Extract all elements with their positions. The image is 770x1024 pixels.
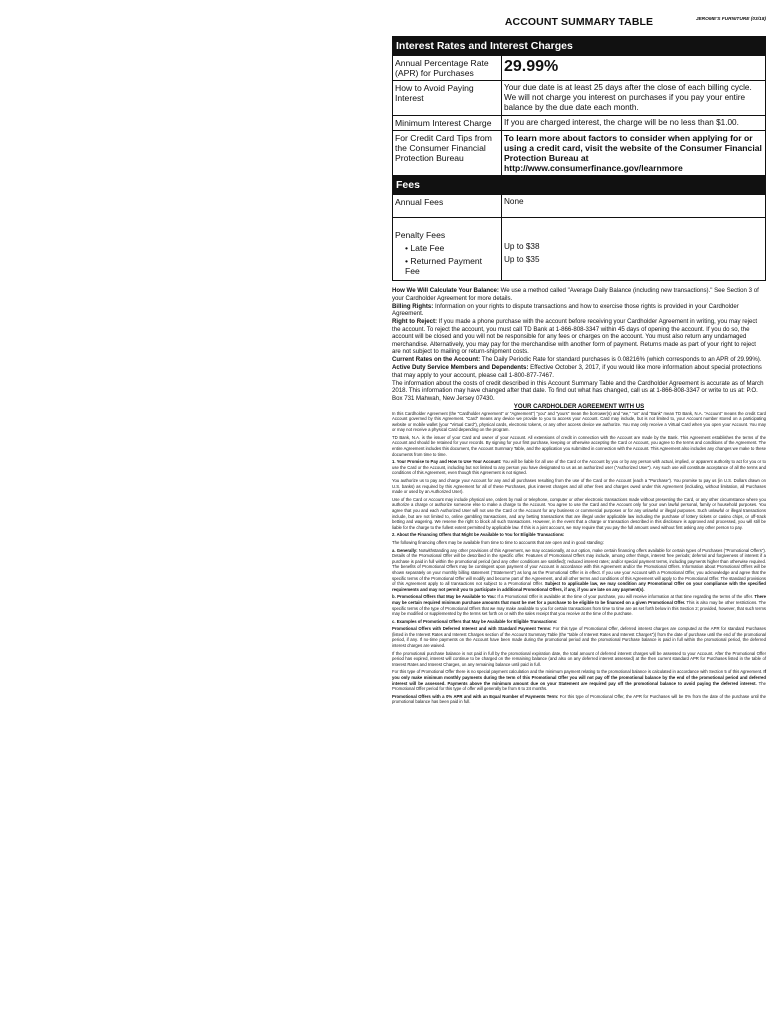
page-title: ACCOUNT SUMMARY TABLE — [504, 16, 654, 28]
late-fee-value: Up to $38 — [504, 242, 540, 251]
agreement-p4: Use of the Card or Account may include physical use, orders by mail or telephone, computer or other electronic transactions made without presenting the Card, or any other circumstance where you authorize a charge or authorize someone else to make a charge to the Account. You agree to use the Card and the Account only for your own lawful personal, family or household purposes. You agree that you and each Authorized User will not use the Card or the Account for any business or commercial purposes or for any unlawful or illegal purposes. Such unlawful or illegal transactions include, but are not limited to, online gambling transactions, and any betting transactions that are illegal under applicable law including the purchase of lottery tickets or casino chips, or off-track betting and wagering. We reserve the right to block all such transactions. However, in the event that a charge or transaction described in this disclosure is approved and processed, you will still be liable for the charge to the fullest extent permitted by applicable law. If this is a joint account, we may require that you pay the full amount owed without first asking any other person to pay. — [392, 496, 766, 530]
section-2-head: 2. About the Financing Offers that Might be Available to You for Eligible Transactions: — [392, 532, 565, 538]
cfpb-tips-value: To learn more about factors to consider when applying for or using a credit card, visit the website of the Consumer Financial Protection Bureau at http://www.consumerfinance.gov/learnmore — [502, 131, 766, 176]
annual-fees-value: None — [502, 195, 766, 218]
penalty-fees-values — [502, 218, 766, 281]
zero-apr-paragraph: Promotional Offers with a 0% APR and with an Equal Number of Payments Term: For this type of Promotional Offer, the APR for Purchases will be 0% from the date of the purchase until the promotional balance has been paid in full. — [392, 693, 766, 705]
agreement-p7: For this type of Promotional Offer there is no special payment calculation and the minimum payment relating to the promotional balance is calculated in accordance with Section 5 of this Agreement. If you only make minimum monthly payments during the term of this Promotional Offer you will not pay off the promotional balance by the end of the promotional period and deferred interest will be assessed. Payments above the minimum amount due on your Statement are required pay off the promotional balance to avoid paying the deferred interest. The Promotional Offer period for this type of offer will generally be from 6 to 24 months. — [392, 669, 766, 692]
agreement-p5: The following financing offers may be available from time to time to accounts that are open and in good standing: — [392, 539, 604, 545]
header — [392, 14, 766, 30]
military-paragraph: Active Duty Service Members and Dependents: Effective October 3, 2017, if you would like more information about special protections that may apply to your account, please call 1-800-877-7467. — [392, 364, 762, 379]
cfpb-tips-label: For Credit Card Tips from the Consumer Financial Protection Bureau — [393, 131, 502, 176]
avoid-interest-label: How to Avoid Paying Interest — [393, 81, 502, 116]
rates-paragraph: Current Rates on the Account: The Daily Periodic Rate for standard purchases is 0.08216% (which corresponds to an APR of 29.99%). — [392, 356, 762, 363]
penalty-fees-cell — [393, 218, 502, 281]
agreement-p1: In this Cardholder Agreement (the "Cardholder Agreement" or "Agreement") "you" and "yours" mean the borrower(s) and "we," "us" and "Bank" mean TD Bank, N.A. "Account" means the credit Card Account governed by this Agreement. "Card" means any device we provide to you to access your Account. Card may include, but is not limited to, your Account number stored on a participating website or mobile wallet (your "Virtual Card"), physical cards, electronic tokens, or any other access device we authorize. You may only receive a Virtual Card when you open your Account. You may or may not receive a physical Card depending on the program. — [392, 410, 766, 433]
section-1: 1. Your Promise to Pay and How to Use Your Account: You will be liable for all use of the Card or the Account by you or by any person with actual, implied, or apparent authority to act for you or to use the Card or the Account, including but not limited to any person you have designated to us as an authorized user ("Authorized User"). Any such use will constitute acceptance of all the terms and conditions of this Agreement, even though this Agreement is not signed. — [392, 459, 766, 476]
apr-value: 29.99% — [502, 56, 766, 81]
header-corner-label: JEROME'S FURNITURE (03/18) — [695, 17, 766, 22]
document-page — [392, 14, 766, 707]
accuracy-paragraph: The information about the costs of credit described in this Account Summary Table and the Cardholder Agreement is accurate as of March 2018. This information may have changed after that date. To find out what has changed, call us at 1-866-808-3347 or write to us at: P.O. Box 731 Mahwah, New Jersey 07430. — [392, 379, 764, 402]
returned-payment-label: • Returned Payment Fee — [405, 256, 483, 276]
billing-paragraph: Billing Rights: Information on your rights to dispute transactions and how to exercise those rights is provided in your Cardholder Agreement. — [392, 302, 739, 317]
min-interest-label: Minimum Interest Charge — [393, 116, 502, 131]
penalty-fees-label: Penalty Fees — [395, 230, 446, 240]
min-interest-value: If you are charged interest, the charge will be no less than $1.00. — [502, 116, 766, 131]
agreement-p2: TD Bank, N.A. is the issuer of your Card and owner of your Account. All extensions of credit in connection with the Account are made by the Bank. This Agreement establishes the terms of the Account and should be retained for your records. By signing for your first purchase, keeping or otherwise accepting the Card or Account, you agree to the terms and conditions of the Agreement. The entire Agreement includes this document, the Account Summary Table, and the application you submitted in connection with the Account. This Agreement also includes any changes we make to these documents from time to time. — [392, 434, 766, 457]
apr-label: Annual Percentage Rate (APR) for Purchases — [393, 56, 502, 81]
reject-paragraph: Right to Reject: If you made a phone purchase with the account before receiving your Cardholder Agreement in writing, you may reject the account. To reject the account, you must call TD Bank at 1-866-808-3347 within 45 days of opening the account. If you do so, the account will be closed and you will not be responsible for any fees or charges on the account. You must also return any undamaged merchandise. Alternatively, you may pay for the merchandise with another form of payment. Returns made as part of your right to reject are not subject to mailing or return-shipment costs. — [392, 318, 758, 355]
agreement-title: YOUR CARDHOLDER AGREEMENT WITH US — [513, 402, 645, 410]
interest-section-title: Interest Rates and Interest Charges — [393, 37, 766, 56]
section-2b: b. Promotional Offers that May be Available to You: If a Promotional Offer is available at the time of your purchase, you will receive information at that time regarding the terms of the offer. There may be certain required minimum purchase amounts that must be met for a purchase to be eligible to be financed on a given Promotional Offer. This is also may be other restrictions. The specific terms of the type of Promotional Offers that we may make available to you for certain transactions from time to time are as set forth below in this Section 2; provided, however, that such terms may be modified or supplemented by the terms set forth on or with the sales receipt that you receive at the time of the purchase. — [392, 594, 766, 617]
calc-paragraph: How We Will Calculate Your Balance: We use a method called "Average Daily Balance (including new transactions)." See Section 3 of your Cardholder Agreement for more details. — [392, 287, 759, 302]
late-fee-label: • Late Fee — [405, 243, 445, 253]
annual-fees-label: Annual Fees — [393, 195, 502, 218]
section-2c-head: c. Examples of Promotional Offers that May be Available for Eligible Transactions: — [392, 618, 558, 624]
avoid-interest-value: Your due date is at least 25 days after the close of each billing cycle. We will not charge you interest on purchases if you pay your entire balance by the due date each month. — [502, 81, 766, 116]
standard-terms-paragraph: Promotional Offers with Deferred Interest and with Standard Payment Terms: For this type of Promotional Offer, deferred interest charges are computed at the APR for standard Purchases (listed in the Interest Rates and Interest Charges section of the Account Summary Table (the "table of Interest Rates and Interest Charges")) from the date of purchase until the end of the promotional period, if any. If no-time payments on the Account have been made during the promotional period and the promotional Purchase balance is paid in full within the promotional period, the deferred interest charges are waived. — [392, 626, 766, 649]
section-2a: a. Generally: Notwithstanding any other provisions of this Agreement, we may occasionally, at our option, make certain financing offers available for certain types of Purchases ("Promotional Offers"). Details of the Promotional Offer will be described in the specific offer. Features of Promotional Offers may include, among other things, interest free periods; deferral and forgiveness of interest if a purchase is paid in full within the promotional period (and any other conditions are satisfied); reduced interest rates; and/or special payment terms, including payments higher than otherwise required. The benefits of Promotional Offers may be contingent upon payment of your Account in accordance with this Agreement and/or the Promotional Offers. Information about Promotional Offers will be shown separately on your monthly billing statement ("Statement") as long as the Promotional Offer is in effect. If you use your Account with a Promotional Offer, you acknowledge and agree that the specific terms of the Promotional Offer will modify and become part of the Agreement, and all other terms and conditions of this Agreement will apply to the Promotional Offer. The standard provisions of this Agreement apply to all transactions not subject to a Promotional Offer. Subject to applicable law, we may condition any Promotional Offer on your compliance with the specified requirements and may not permit you to participate in additional Promotional Offers, if any, if you are late on any payment(s). — [392, 547, 766, 592]
agreement-p6: If the promotional purchase balance is not paid in full by the promotional expiration date, the total amount of deferred interest charges will be assessed to your Account. After the Promotional Offer period has expired, interest will continue to be charged on the remaining balance (and also on any deferred interest assessed) at the then current standard APR for Purchases listed in the table of Interest Rates and Interest Charges, on any remaining balance until paid in full. — [392, 650, 766, 667]
returned-payment-value: Up to $35 — [504, 255, 540, 264]
agreement-p3: You authorize us to pay and charge your Account for any and all purchases resulting from the use of the Card or the Account (each a "Purchase"). You promise to pay us (in U.S. Dollars drawn on U.S. banks) as required by this Agreement for all of these Purchases, plus interest charges and all other fees and charges owed under this Agreement (including, without limitation, all Purchases made or used by an Authorized User). — [392, 478, 766, 495]
disclosures — [392, 287, 766, 705]
fees-section-title: Fees — [393, 176, 766, 195]
account-summary-table — [392, 36, 766, 281]
